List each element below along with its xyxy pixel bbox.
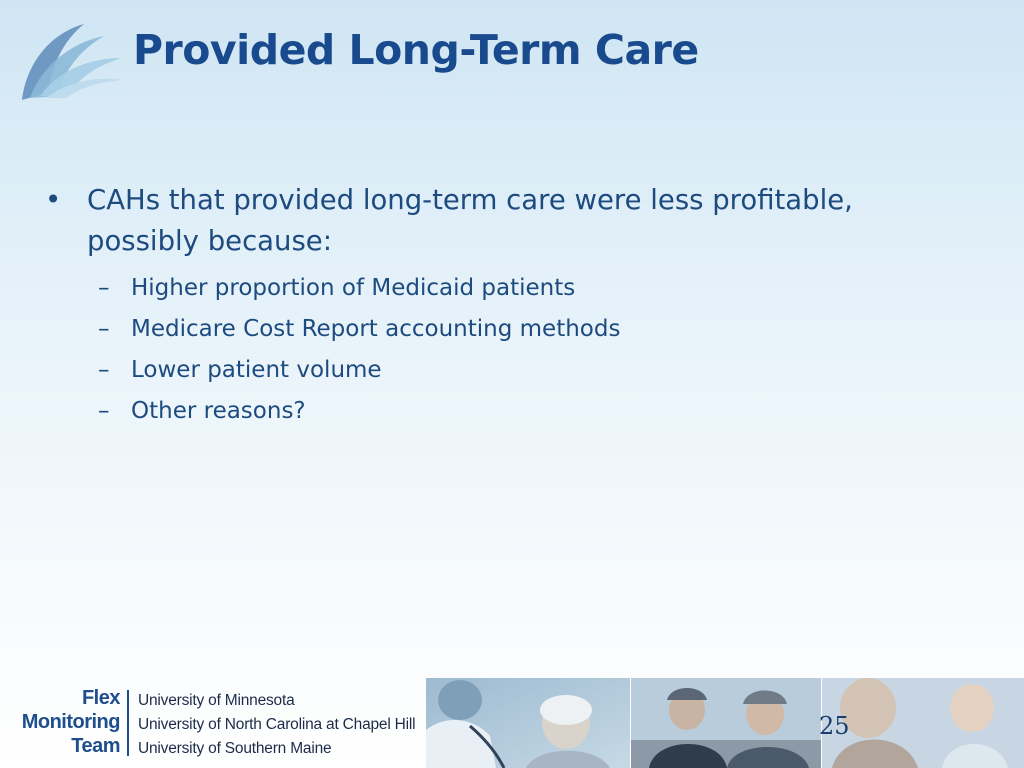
footer-divider	[127, 690, 129, 756]
flex-monitoring-team-wordmark	[12, 686, 120, 758]
sub-bullet-marker: –	[98, 275, 110, 301]
sub-bullet-list	[40, 268, 940, 432]
sub-bullet	[40, 391, 940, 432]
main-bullet	[40, 180, 940, 262]
sub-bullet	[40, 350, 940, 391]
wordmark-line: Monitoring	[21, 711, 120, 733]
university-list	[138, 689, 415, 761]
sub-bullet-marker: –	[98, 357, 110, 383]
wordmark-line: Team	[71, 735, 120, 757]
sub-bullet	[40, 309, 940, 350]
page-number: 25	[819, 712, 850, 740]
slide-title: Provided Long-Term Care	[133, 26, 699, 74]
sub-bullet-marker: –	[98, 316, 110, 342]
photo-two-men-icon	[631, 678, 821, 768]
sub-bullet-text: Higher proportion of Medicaid patients	[131, 275, 576, 301]
flex-monitoring-logo-icon	[18, 18, 124, 102]
sub-bullet-text: Medicare Cost Report accounting methods	[131, 316, 621, 342]
slide-content	[40, 180, 940, 432]
sub-bullet	[40, 268, 940, 309]
sub-bullet-text: Other reasons?	[131, 398, 306, 424]
university-name: University of Southern Maine	[138, 740, 332, 757]
wordmark-line: Flex	[81, 687, 120, 709]
photo-strip	[426, 678, 1024, 768]
sub-bullet-text: Lower patient volume	[131, 357, 382, 383]
photo-doctor-patient-icon	[426, 678, 630, 768]
university-name: University of North Carolina at Chapel Hill	[138, 716, 416, 733]
photo-mother-child-icon	[822, 678, 1024, 768]
bullet-marker: •	[45, 184, 62, 216]
university-name: University of Minnesota	[138, 692, 295, 709]
main-bullet-text: CAHs that provided long-term care were less profitable, possibly because:	[87, 184, 853, 257]
sub-bullet-marker: –	[98, 398, 110, 424]
